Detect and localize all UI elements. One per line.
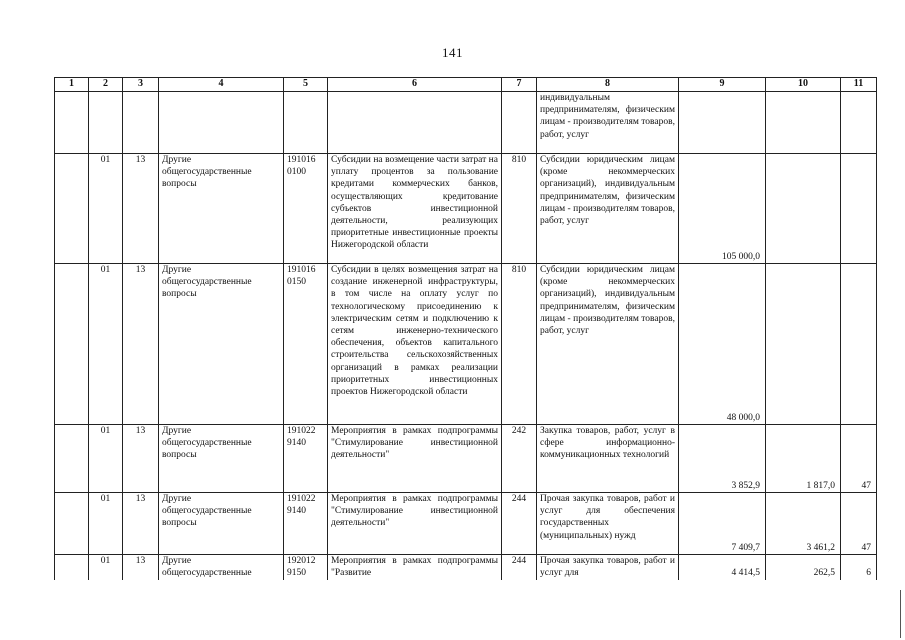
table-row	[55, 555, 877, 580]
cell-expense-code	[502, 92, 537, 154]
cell-target-code	[284, 92, 328, 154]
cell-target-code: 192012 9150	[284, 555, 328, 580]
cell-section	[89, 92, 123, 154]
cell-expense-code: 244	[502, 555, 537, 580]
cell-section: 01	[89, 154, 123, 264]
cell-section-name: Другие общегосударственные вопросы	[159, 264, 284, 425]
cell-section: 01	[89, 425, 123, 493]
cell-expense-code: 242	[502, 425, 537, 493]
header-row	[55, 78, 877, 92]
table-row	[55, 92, 877, 154]
cell-target-name: Субсидии в целях возмещения затрат на создание инженерной инфраструктуры, в том числе на оплату услуг по технологическому присоединению к электрическим сетям и подключению к сетям инженерно-технического обеспечения, объектов капитального строительства сельскохозяйственных организаций в рамках реализации приоритетных инвестиционных проектов Нижегородской области	[328, 264, 502, 425]
cell-target-name: Мероприятия в рамках подпрограммы "Стимулирование инвестиционной деятельности"	[328, 425, 502, 493]
column-header-9: 9	[679, 78, 766, 92]
cell-col1	[55, 555, 89, 580]
table-row	[55, 425, 877, 493]
cell-amount-2	[766, 92, 841, 154]
cell-amount-3: 47	[841, 425, 877, 493]
column-header-6: 6	[328, 78, 502, 92]
cell-section-name: Другие общегосударственные	[159, 555, 284, 580]
column-header-7: 7	[502, 78, 537, 92]
cell-amount-1	[679, 92, 766, 154]
cell-expense-name: Закупка товаров, работ, услуг в сфере информационно-коммуникационных технологий	[537, 425, 679, 493]
cell-target-code: 191022 9140	[284, 425, 328, 493]
cell-subsection: 13	[123, 154, 159, 264]
cell-amount-3: 47	[841, 493, 877, 555]
table-row	[55, 154, 877, 264]
page-number: 141	[442, 45, 463, 60]
cell-expense-code: 244	[502, 493, 537, 555]
column-header-5: 5	[284, 78, 328, 92]
column-header-11: 11	[841, 78, 877, 92]
cell-expense-name: Субсидии юридическим лицам (кроме некоммерческих организаций), индивидуальным предпринимателям, физическим лицам - производителям товаров, работ, услуг	[537, 154, 679, 264]
cell-section: 01	[89, 264, 123, 425]
cell-section: 01	[89, 493, 123, 555]
cell-col1	[55, 264, 89, 425]
cell-subsection	[123, 92, 159, 154]
cell-col1	[55, 425, 89, 493]
cell-subsection: 13	[123, 264, 159, 425]
cell-col1	[55, 154, 89, 264]
cell-section-name: Другие общегосударственные вопросы	[159, 425, 284, 493]
cell-target-name: Субсидии на возмещение части затрат на уплату процентов за пользование кредитами коммерческих банков, осуществляющих кредитование субъектов инвестиционной деятельности, реализующих приоритетные инвестиционные проекты Нижегородской области	[328, 154, 502, 264]
cell-section-name: Другие общегосударственные вопросы	[159, 154, 284, 264]
cell-amount-2: 1 817,0	[766, 425, 841, 493]
cell-col1	[55, 493, 89, 555]
cell-amount-2: 3 461,2	[766, 493, 841, 555]
cell-amount-3	[841, 264, 877, 425]
budget-table	[54, 77, 877, 580]
cell-subsection: 13	[123, 493, 159, 555]
cell-target-code: 191016 0100	[284, 154, 328, 264]
cell-section-name	[159, 92, 284, 154]
cell-target-code: 191022 9140	[284, 493, 328, 555]
column-header-2: 2	[89, 78, 123, 92]
cell-amount-2: 262,5	[766, 555, 841, 580]
column-header-4: 4	[159, 78, 284, 92]
cell-amount-3	[841, 92, 877, 154]
cell-target-code: 191016 0150	[284, 264, 328, 425]
cell-target-name: Мероприятия в рамках подпрограммы "Развитие	[328, 555, 502, 580]
cell-expense-name: Прочая закупка товаров, работ и услуг для обеспечения государственных (муниципальных) нужд	[537, 493, 679, 555]
cell-subsection: 13	[123, 425, 159, 493]
cell-amount-1: 4 414,5	[679, 555, 766, 580]
cell-amount-1: 48 000,0	[679, 264, 766, 425]
scan-edge-line	[900, 590, 901, 638]
cell-amount-1: 105 000,0	[679, 154, 766, 264]
cell-amount-3	[841, 154, 877, 264]
table-row	[55, 264, 877, 425]
cell-amount-1: 7 409,7	[679, 493, 766, 555]
cell-expense-code: 810	[502, 264, 537, 425]
cell-target-name	[328, 92, 502, 154]
cell-target-name: Мероприятия в рамках подпрограммы "Стимулирование инвестиционной деятельности"	[328, 493, 502, 555]
cell-section: 01	[89, 555, 123, 580]
column-header-8: 8	[537, 78, 679, 92]
cell-expense-name: Прочая закупка товаров, работ и услуг для	[537, 555, 679, 580]
column-header-10: 10	[766, 78, 841, 92]
cell-amount-2	[766, 154, 841, 264]
column-header-3: 3	[123, 78, 159, 92]
cell-amount-3: 6	[841, 555, 877, 580]
column-header-1: 1	[55, 78, 89, 92]
table-row	[55, 493, 877, 555]
cell-amount-2	[766, 264, 841, 425]
cell-section-name: Другие общегосударственные вопросы	[159, 493, 284, 555]
cell-subsection: 13	[123, 555, 159, 580]
cell-expense-code: 810	[502, 154, 537, 264]
cell-amount-1: 3 852,9	[679, 425, 766, 493]
cell-expense-name: Субсидии юридическим лицам (кроме некоммерческих организаций), индивидуальным предпринимателям, физическим лицам - производителям товаров, работ, услуг	[537, 264, 679, 425]
cell-expense-name: индивидуальным предпринимателям, физическим лицам - производителям товаров, работ, услуг	[537, 92, 679, 154]
cell-col1	[55, 92, 89, 154]
